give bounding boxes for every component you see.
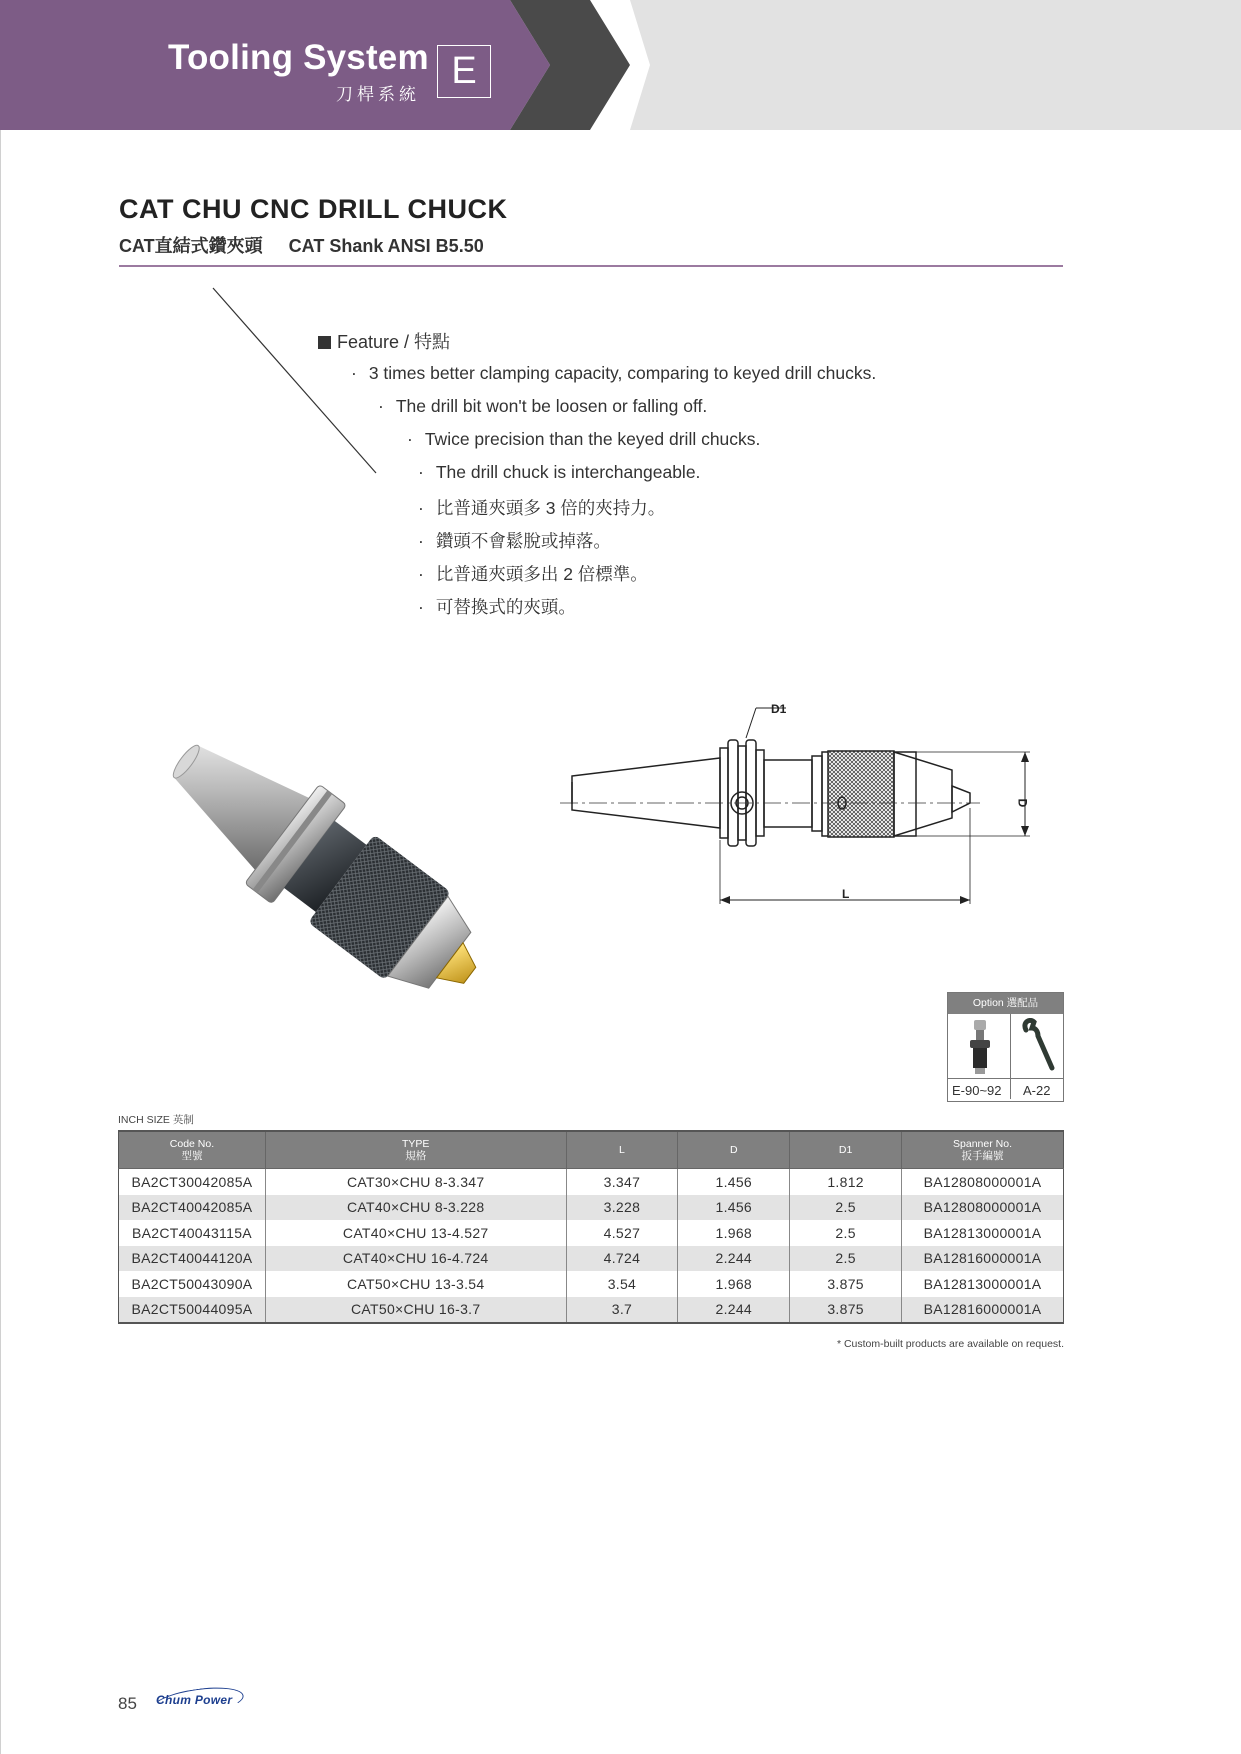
cell-spanner: BA12816000001A — [902, 1246, 1064, 1272]
col-header-spanner: Spanner No. 扳手編號 — [902, 1131, 1064, 1169]
cell-code: BA2CT50044095A — [119, 1297, 266, 1324]
feature-item: · 可替換式的夾頭。 — [418, 594, 576, 619]
cell-d: 1.456 — [678, 1169, 790, 1195]
col-header-code: Code No. 型號 — [119, 1131, 266, 1169]
cell-spanner: BA12808000001A — [902, 1169, 1064, 1195]
cell-code: BA2CT40042085A — [119, 1195, 266, 1221]
feature-item: · The drill chuck is interchangeable. — [418, 462, 700, 483]
cell-d: 1.456 — [678, 1195, 790, 1221]
cell-l: 3.347 — [566, 1169, 678, 1195]
cell-code: BA2CT50043090A — [119, 1271, 266, 1297]
cell-spanner: BA12816000001A — [902, 1297, 1064, 1324]
cell-l: 3.7 — [566, 1297, 678, 1324]
technical-drawing — [560, 690, 1040, 920]
title-divider — [119, 265, 1063, 267]
cell-d: 1.968 — [678, 1271, 790, 1297]
section-letter-badge: E — [437, 45, 491, 98]
cell-l: 3.228 — [566, 1195, 678, 1221]
page-edge-line — [0, 130, 1, 1754]
option-images — [948, 1014, 1063, 1079]
cell-type: CAT50×CHU 13-3.54 — [265, 1271, 566, 1297]
cell-code: BA2CT40043115A — [119, 1220, 266, 1246]
col-header-type: TYPE 規格 — [265, 1131, 566, 1169]
feature-item: · The drill bit won't be loosen or falling off. — [378, 396, 707, 417]
cell-d: 2.244 — [678, 1297, 790, 1324]
table-row — [119, 1220, 1064, 1246]
feature-item: · 比普通夾頭多出 2 倍標準。 — [418, 561, 648, 586]
table-row — [119, 1271, 1064, 1297]
feature-item: · 比普通夾頭多 3 倍的夾持力。 — [418, 495, 665, 520]
feature-heading — [318, 328, 450, 354]
cell-d: 2.244 — [678, 1246, 790, 1272]
dim-label-d1: D1 — [771, 702, 787, 716]
header-subtitle: 刀桿系統 — [336, 85, 420, 104]
cell-l: 4.724 — [566, 1246, 678, 1272]
product-subtitle — [119, 232, 484, 258]
header-title: Tooling System — [168, 38, 429, 77]
table-row — [119, 1246, 1064, 1272]
col-header-l: L — [566, 1131, 678, 1169]
cell-type: CAT30×CHU 8-3.347 — [265, 1169, 566, 1195]
option-labels — [948, 1079, 1063, 1101]
cell-d1: 3.875 — [790, 1271, 902, 1297]
cell-d1: 2.5 — [790, 1220, 902, 1246]
feature-item: · 鑽頭不會鬆脫或掉落。 — [418, 528, 611, 553]
square-bullet-icon — [318, 336, 331, 349]
product-subtitle-en: CAT Shank ANSI B5.50 — [288, 236, 484, 256]
footnote: * Custom-built products are available on request. — [836, 1338, 1064, 1350]
feature-item: · 3 times better clamping capacity, comparing to keyed drill chucks. — [351, 363, 876, 384]
cell-d1: 2.5 — [790, 1195, 902, 1221]
cell-type: CAT50×CHU 16-3.7 — [265, 1297, 566, 1324]
cell-d1: 3.875 — [790, 1297, 902, 1324]
dim-label-l: L — [842, 887, 850, 901]
col-header-d1: D1 — [790, 1131, 902, 1169]
pull-stud-icon — [960, 1018, 1000, 1076]
option-label: A-22 — [1023, 1083, 1051, 1098]
table-header-row — [119, 1131, 1064, 1169]
brand-logo: Chum Power — [156, 1693, 233, 1707]
cell-type: CAT40×CHU 13-4.527 — [265, 1220, 566, 1246]
cell-spanner: BA12813000001A — [902, 1220, 1064, 1246]
option-header: Option 選配品 — [948, 993, 1063, 1014]
cell-code: BA2CT30042085A — [119, 1169, 266, 1195]
cell-type: CAT40×CHU 16-4.724 — [265, 1246, 566, 1272]
product-photo — [130, 700, 530, 1040]
table-row — [119, 1195, 1064, 1221]
cell-spanner: BA12813000001A — [902, 1271, 1064, 1297]
page-number: 85 — [118, 1694, 137, 1713]
option-label: E-90~92 — [952, 1083, 1002, 1098]
cell-d1: 2.5 — [790, 1246, 902, 1272]
cell-l: 4.527 — [566, 1220, 678, 1246]
cell-type: CAT40×CHU 8-3.228 — [265, 1195, 566, 1221]
spec-table — [118, 1130, 1064, 1324]
dim-label-d: D — [1015, 798, 1030, 808]
cell-code: BA2CT40044120A — [119, 1246, 266, 1272]
option-box — [947, 992, 1064, 1102]
col-header-d: D — [678, 1131, 790, 1169]
size-label: INCH SIZE 英制 — [118, 1114, 194, 1126]
cell-spanner: BA12808000001A — [902, 1195, 1064, 1221]
feature-heading-text: Feature / 特點 — [337, 332, 451, 352]
cell-d1: 1.812 — [790, 1169, 902, 1195]
product-subtitle-cn: CAT直結式鑽夾頭 — [119, 236, 263, 256]
feature-item: · Twice precision than the keyed drill chucks. — [407, 429, 760, 450]
header-banner — [0, 0, 1241, 130]
cell-l: 3.54 — [566, 1271, 678, 1297]
product-title: CAT CHU CNC DRILL CHUCK — [119, 194, 508, 224]
cell-d: 1.968 — [678, 1220, 790, 1246]
table-row — [119, 1297, 1064, 1324]
table-row — [119, 1169, 1064, 1195]
spanner-icon — [1018, 1018, 1058, 1076]
